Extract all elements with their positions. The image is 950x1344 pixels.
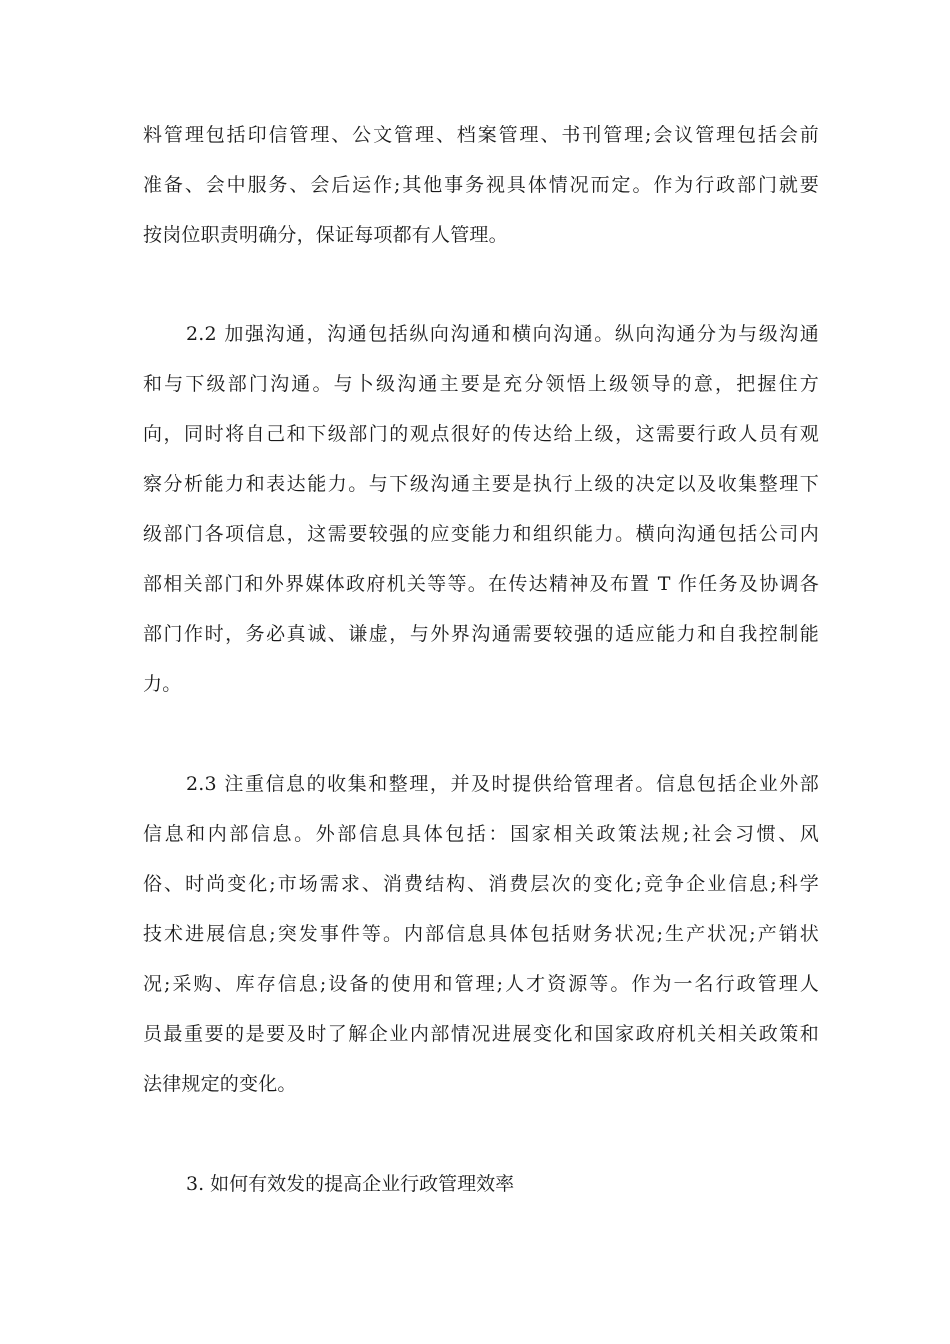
paragraph-3-line-1: 2.3 注重信息的收集和整理，并及时提供给管理者。信息包括企业外部 xyxy=(186,773,819,795)
paragraph-3-line-7: 法律规定的变化。 xyxy=(143,1073,297,1095)
paragraph-2-line-5: 级部门各项信息，这需要较强的应变能力和组织能力。横向沟通包括公司内 xyxy=(143,523,819,545)
paragraph-3-line-4: 技术进展信息;突发事件等。内部信息具体包括财务状况;生产状况;产销状 xyxy=(143,923,819,945)
paragraph-1-line-2: 准备、会中服务、会后运作;其他事务视具体情况而定。作为行政部门就要 xyxy=(143,174,819,196)
paragraph-2-line-1: 2.2 加强沟通，沟通包括纵向沟通和横向沟通。纵向沟通分为与级沟通 xyxy=(186,323,819,345)
paragraph-2-line-4: 察分析能力和表达能力。与下级沟通主要是执行上级的决定以及收集整理下 xyxy=(143,473,819,495)
paragraph-3-line-3: 俗、时尚变化;市场需求、消费结构、消费层次的变化;竞争企业信息;科学 xyxy=(143,873,819,895)
paragraph-3-line-5: 况;采购、库存信息;设备的使用和管理;人才资源等。作为一名行政管理人 xyxy=(143,973,819,995)
paragraph-2-line-2: 和与下级部门沟通。与卜级沟通主要是充分领悟上级领导的意，把握住方 xyxy=(143,373,819,395)
paragraph-1-line-3: 按岗位职责明确分，保证每项都有人管理。 xyxy=(143,224,508,246)
section-3-heading: 3. 如何有效发的提高企业行政管理效率 xyxy=(186,1173,515,1195)
paragraph-2-line-3: 向，同时将自己和下级部门的观点很好的传达给上级，这需要行政人员有观 xyxy=(143,423,819,445)
paragraph-2-line-7: 部门作时，务必真诚、谦虚，与外界沟通需要较强的适应能力和自我控制能 xyxy=(143,623,819,645)
paragraph-3-line-2: 信息和内部信息。外部信息具体包括：国家相关政策法规;社会习惯、风 xyxy=(143,823,819,845)
paragraph-3-line-6: 员最重要的是要及时了解企业内部情况进展变化和国家政府机关相关政策和 xyxy=(143,1023,819,1045)
paragraph-2-line-6: 部相关部门和外界媒体政府机关等等。在传达精神及布置 T 作任务及协调各 xyxy=(143,573,819,595)
paragraph-1-line-1: 料管理包括印信管理、公文管理、档案管理、书刊管理;会议管理包括会前 xyxy=(143,124,819,146)
paragraph-2-line-8: 力。 xyxy=(143,673,182,695)
